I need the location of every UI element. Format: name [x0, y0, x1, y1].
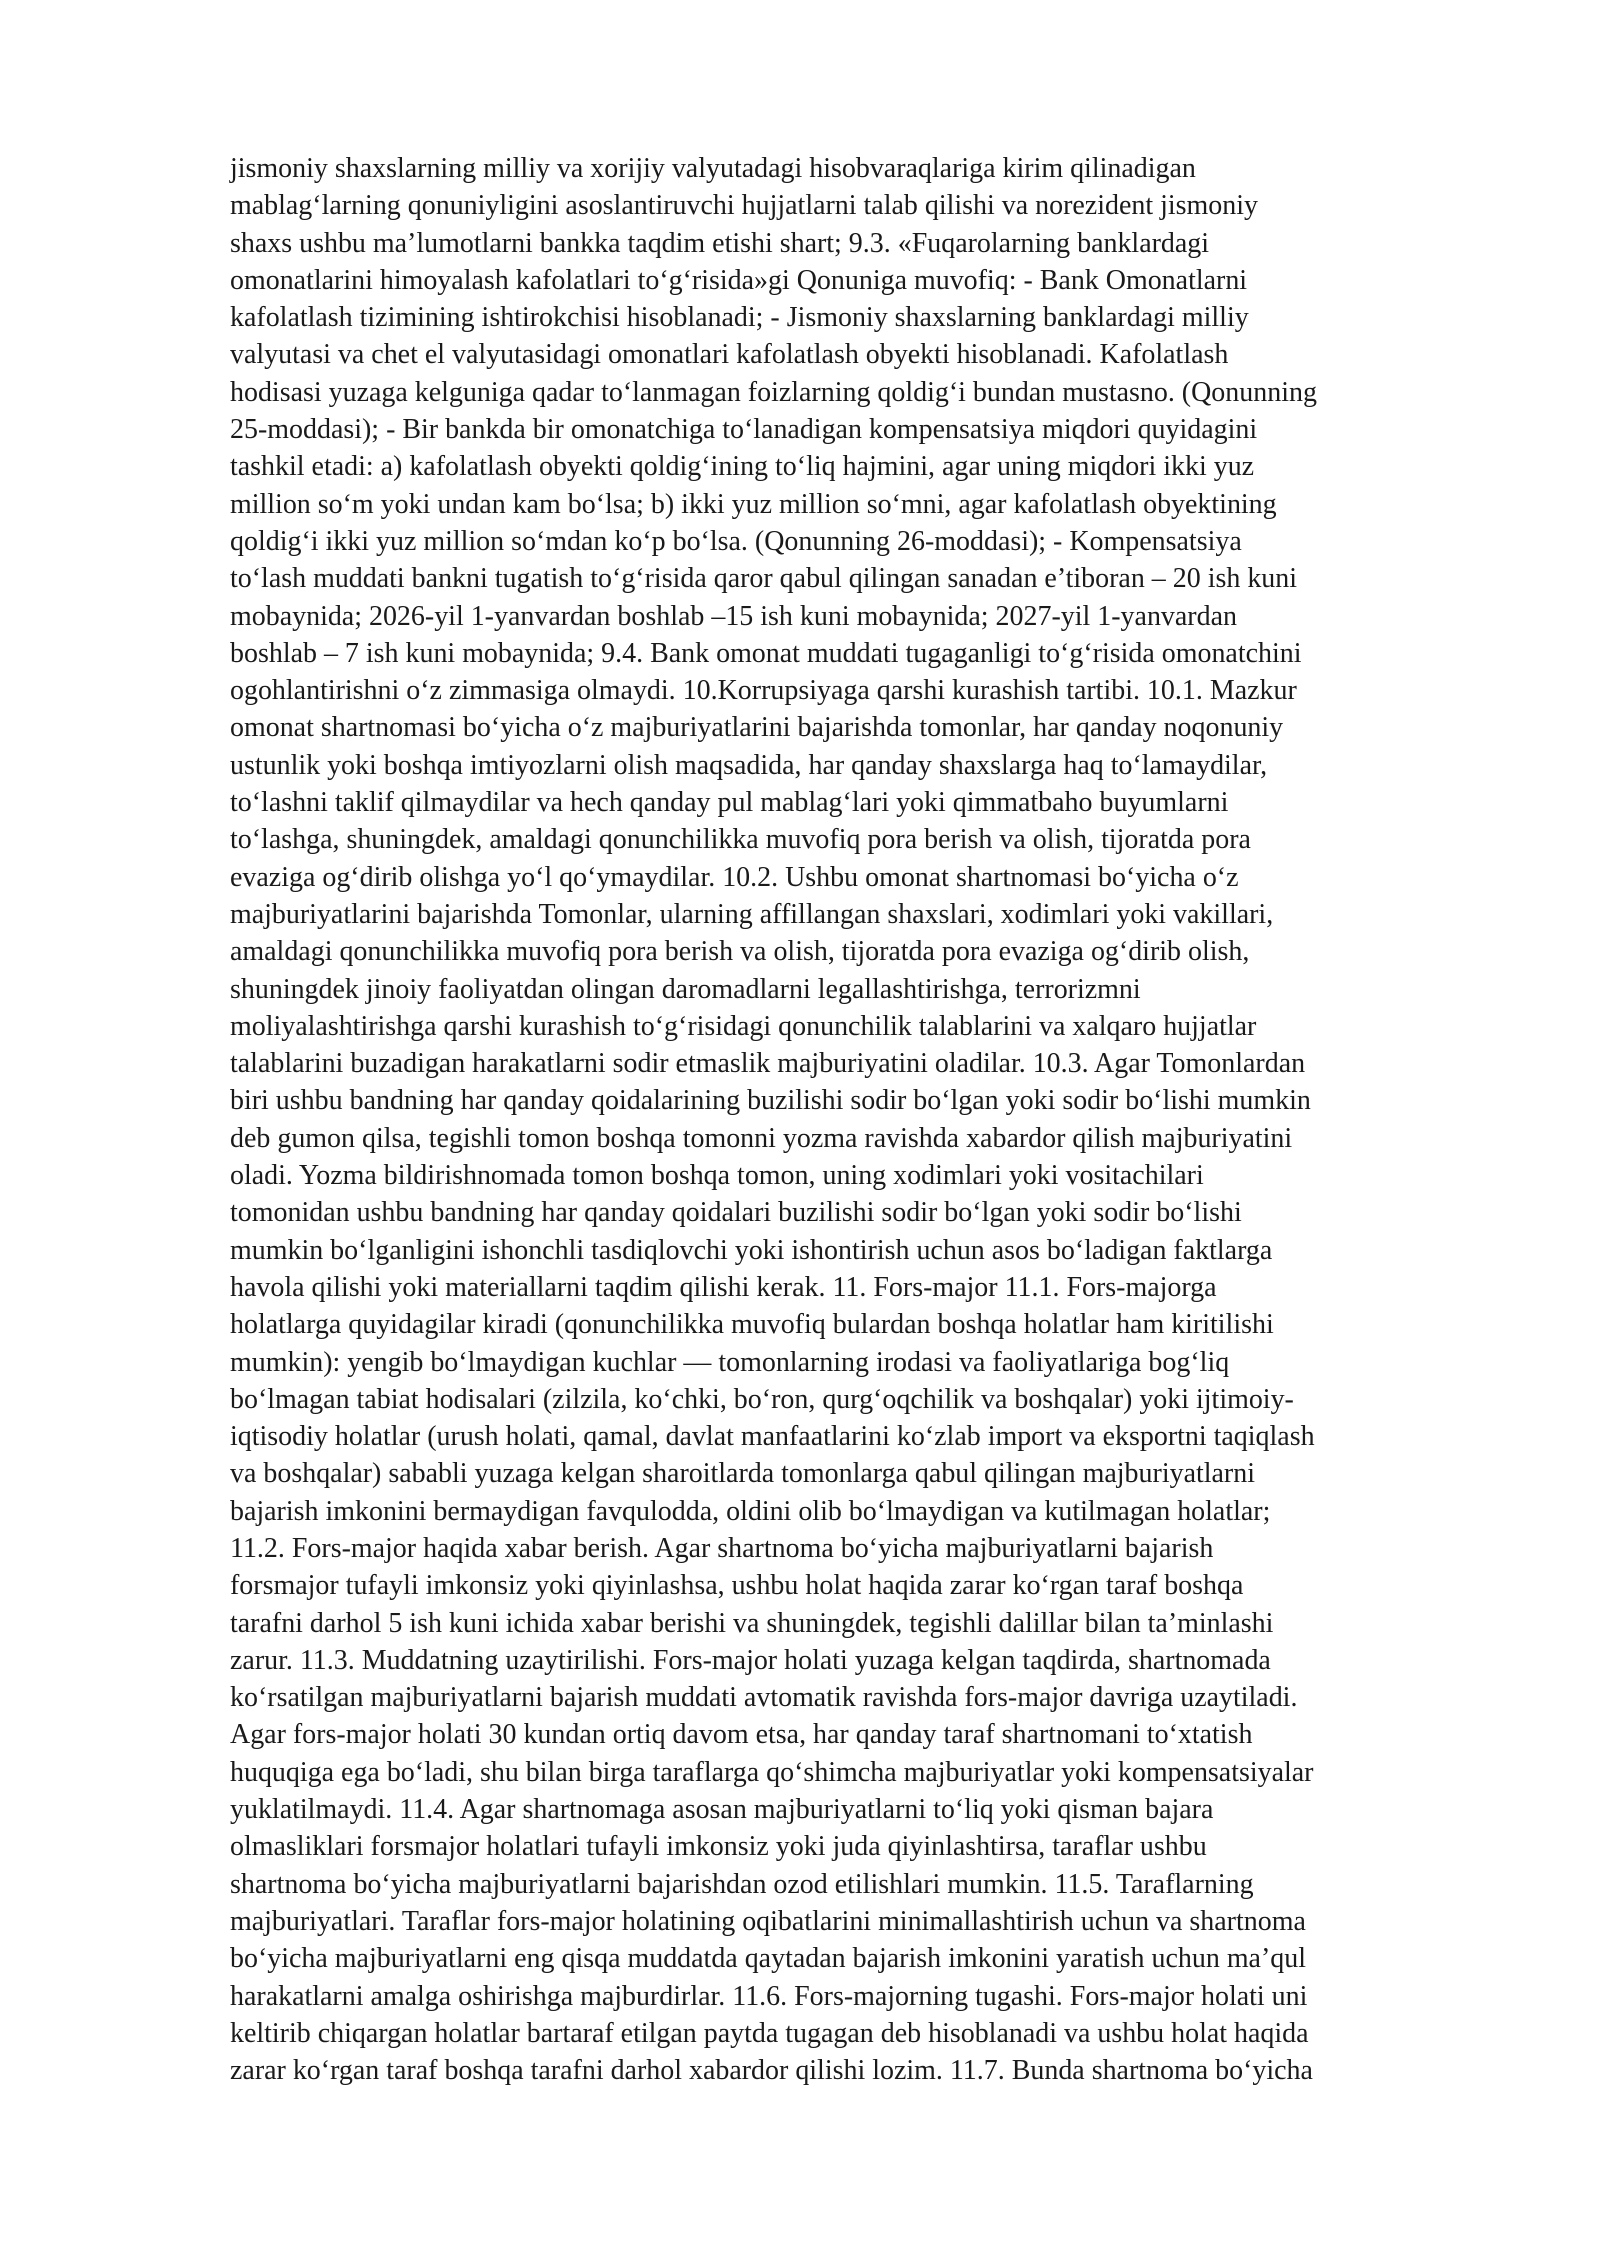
- text-line: ogohlantirishni o‘z zimmasiga olmaydi. 10.Korrupsiyaga qarshi kurashish tartibi. 10.1. Mazkur: [230, 675, 1297, 707]
- text-line: 11.2. Fors-major haqida xabar berish. Agar shartnoma bo‘yicha majburiyatlarni bajarish: [230, 1532, 1214, 1564]
- text-line: talablarini buzadigan harakatlarni sodir etmaslik majburiyatini oladilar. 10.3. Agar Tomonlardan: [230, 1048, 1306, 1080]
- text-line: oladi. Yozma bildirishnomada tomon boshqa tomon, uning xodimlari yoki vositachilari: [230, 1160, 1204, 1192]
- text-line: amaldagi qonunchilikka muvofiq pora berish va olish, tijoratda pora evaziga og‘dirib olish,: [230, 936, 1250, 968]
- text-line: deb gumon qilsa, tegishli tomon boshqa tomonni yozma ravishda xabardor qilish majburiyatini: [230, 1122, 1293, 1154]
- text-line: biri ushbu bandning har qanday qoidalarining buzilishi sodir bo‘lgan yoki sodir bo‘lishi mumkin: [230, 1085, 1311, 1117]
- text-line: mumkin bo‘lganligini ishonchli tasdiqlovchi yoki ishontirish uchun asos bo‘ladigan faktlarga: [230, 1234, 1273, 1266]
- text-line: shaxs ushbu ma’lumotlarni bankka taqdim etishi shart; 9.3. «Fuqarolarning banklardagi: [230, 227, 1210, 259]
- text-line: shuningdek jinoiy faoliyatdan olingan daromadlarni legallashtirishga, terrorizmni: [230, 973, 1141, 1005]
- text-line: Agar fors-major holati 30 kundan ortiq davom etsa, har qanday taraf shartnomani to‘xtatish: [230, 1719, 1253, 1751]
- text-line: omonatlarini himoyalash kafolatlari to‘g‘risida»gi Qonuniga muvofiq: - Bank Omonatlarni: [230, 264, 1248, 296]
- text-line: zarur. 11.3. Muddatning uzaytirilishi. Fors-major holati yuzaga kelgan taqdirda, shartnomada: [230, 1644, 1271, 1676]
- text-line: qoldig‘i ikki yuz million so‘mdan ko‘p bo‘lsa. (Qonunning 26-moddasi); - Kompensatsiya: [230, 525, 1242, 557]
- text-line: moliyalashtirishga qarshi kurashish to‘g‘risidagi qonunchilik talablarini va xalqaro hujjatlar: [230, 1010, 1257, 1042]
- text-line: tarafni darhol 5 ish kuni ichida xabar berishi va shuningdek, tegishli dalillar bilan ta’minlashi: [230, 1607, 1274, 1639]
- text-line: omonat shartnomasi bo‘yicha o‘z majburiyatlarini bajarishda tomonlar, har qanday noqonuniy: [230, 712, 1284, 744]
- text-line: bo‘lmagan tabiat hodisalari (zilzila, ko‘chki, bo‘ron, qurg‘oqchilik va boshqalar) yoki ijtimoiy-: [230, 1383, 1294, 1415]
- text-line: yuklatilmaydi. 11.4. Agar shartnomaga asosan majburiyatlarni to‘liq yoki qisman bajara: [230, 1794, 1214, 1826]
- text-line: havola qilishi yoki materiallarni taqdim qilishi kerak. 11. Fors-major 11.1. Fors-majorga: [230, 1271, 1217, 1303]
- text-line: hodisasi yuzaga kelguniga qadar to‘lanmagan foizlarning qoldig‘i bundan mustasno. (Qonunning: [230, 376, 1317, 408]
- text-line: kafolatlash tizimining ishtirokchisi hisoblanadi; - Jismoniy shaxslarning banklardagi milliy: [230, 302, 1249, 334]
- text-line: va boshqalar) sababli yuzaga kelgan sharoitlarda tomonlarga qabul qilingan majburiyatlarni: [230, 1458, 1255, 1490]
- text-line: tashkil etadi: a) kafolatlash obyekti qoldig‘ining to‘liq hajmini, agar uning miqdori ikki yuz: [230, 451, 1255, 483]
- text-line: iqtisodiy holatlar (urush holati, qamal, davlat manfaatlarini ko‘zlab import va eksportni taqiqlash: [230, 1421, 1315, 1453]
- text-line: ustunlik yoki boshqa imtiyozlarni olish maqsadida, har qanday shaxslarga haq to‘lamaydilar,: [230, 749, 1268, 781]
- document-body-text: [230, 150, 1500, 2089]
- text-line: to‘lash muddati bankni tugatish to‘g‘risida qaror qabul qilingan sanadan e’tiboran – 20 ish kuni: [230, 563, 1298, 595]
- text-line: tomonidan ushbu bandning har qanday qoidalari buzilishi sodir bo‘lgan yoki sodir bo‘lishi: [230, 1197, 1242, 1229]
- text-line: boshlab – 7 ish kuni mobaynida; 9.4. Bank omonat muddati tugaganligi to‘g‘risida omonatchini: [230, 637, 1302, 669]
- text-line: evaziga og‘dirib olishga yo‘l qo‘ymaydilar. 10.2. Ushbu omonat shartnomasi bo‘yicha o‘z: [230, 861, 1239, 893]
- text-line: zarar ko‘rgan taraf boshqa tarafni darhol xabardor qilishi lozim. 11.7. Bunda shartnoma bo‘yicha: [230, 2055, 1313, 2087]
- text-line: ko‘rsatilgan majburiyatlarni bajarish muddati avtomatik ravishda fors-major davriga uzaytiladi.: [230, 1682, 1298, 1714]
- text-line: mumkin): yengib bo‘lmaydigan kuchlar — tomonlarning irodasi va faoliyatlariga bog‘liq: [230, 1346, 1230, 1378]
- text-line: majburiyatlari. Taraflar fors-major holatining oqibatlarini minimallashtirish uchun va shartnoma: [230, 1905, 1306, 1937]
- text-line: to‘lashni taklif qilmaydilar va hech qanday pul mablag‘lari yoki qimmatbaho buyumlarni: [230, 787, 1229, 819]
- text-line: 25-moddasi); - Bir bankda bir omonatchiga to‘lanadigan kompensatsiya miqdori quyidagini: [230, 414, 1258, 446]
- text-line: holatlarga quyidagilar kiradi (qonunchilikka muvofiq bulardan boshqa holatlar ham kiritilishi: [230, 1309, 1274, 1341]
- text-line: harakatlarni amalga oshirishga majburdirlar. 11.6. Fors-majorning tugashi. Fors-major holati uni: [230, 1980, 1308, 2012]
- text-line: mablag‘larning qonuniyligini asoslantiruvchi hujjatlarni talab qilishi va norezident jismoniy: [230, 190, 1258, 222]
- text-line: shartnoma bo‘yicha majburiyatlarni bajarishdan ozod etilishlari mumkin. 11.5. Taraflarning: [230, 1868, 1254, 1900]
- text-line: huquqiga ega bo‘ladi, shu bilan birga taraflarga qo‘shimcha majburiyatlar yoki kompensatsiyalar: [230, 1756, 1314, 1788]
- text-line: bajarish imkonini bermaydigan favqulodda, oldini olib bo‘lmaydigan va kutilmagan holatlar;: [230, 1495, 1271, 1527]
- text-line: bo‘yicha majburiyatlarni eng qisqa muddatda qaytadan bajarish imkonini yaratish uchun ma’qul: [230, 1943, 1307, 1975]
- text-line: majburiyatlarini bajarishda Tomonlar, ularning affillangan shaxslari, xodimlari yoki vakillari,: [230, 898, 1274, 930]
- text-line: olmasliklari forsmajor holatlari tufayli imkonsiz yoki juda qiyinlashtirsa, taraflar ushbu: [230, 1831, 1207, 1863]
- text-line: to‘lashga, shuningdek, amaldagi qonunchilikka muvofiq pora berish va olish, tijoratda pora: [230, 824, 1251, 856]
- text-line: jismoniy shaxslarning milliy va xorijiy valyutadagi hisobvaraqlariga kirim qilinadigan: [230, 153, 1196, 184]
- text-line: valyutasi va chet el valyutasidagi omonatlari kafolatlash obyekti hisoblanadi. Kafolatlash: [230, 339, 1229, 371]
- text-line: million so‘m yoki undan kam bo‘lsa; b) ikki yuz million so‘mni, agar kafolatlash obyektining: [230, 488, 1277, 520]
- text-line: forsmajor tufayli imkonsiz yoki qiyinlashsa, ushbu holat haqida zarar ko‘rgan taraf boshqa: [230, 1570, 1244, 1602]
- text-line: mobaynida; 2026-yil 1-yanvardan boshlab –15 ish kuni mobaynida; 2027-yil 1-yanvardan: [230, 600, 1237, 632]
- text-line: keltirib chiqargan holatlar bartaraf etilgan paytda tugagan deb hisoblanadi va ushbu holat haqida: [230, 2017, 1309, 2049]
